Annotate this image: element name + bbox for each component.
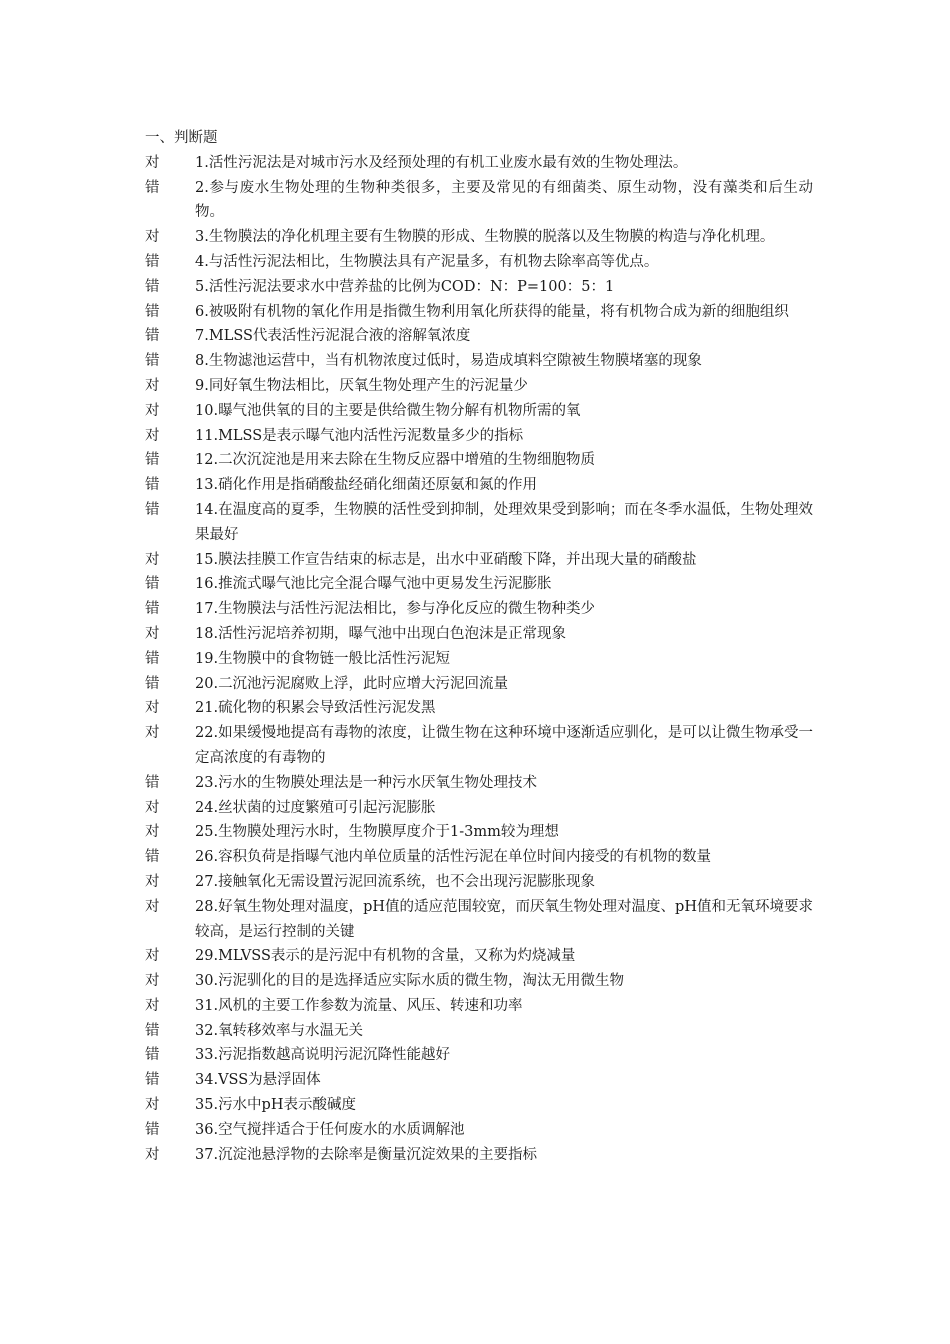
question-item [145,696,813,721]
question-item [145,424,813,449]
question-item [145,250,813,275]
question-text: 污泥指数越高说明污泥沉降性能越好 [218,1047,451,1064]
question-text: 氧转移效率与水温无关 [218,1022,364,1039]
question-item [145,1068,813,1093]
answer-verdict: 错 [145,253,160,270]
answer-verdict: 对 [145,551,160,568]
question-text: 生物膜处理污水时，生物膜厚度介于1-3mm较为理想 [218,824,559,841]
question-item [145,647,813,672]
answer-verdict: 对 [145,625,160,642]
question-item [145,176,813,226]
question-item [145,473,813,498]
question-text: 空气搅拌适合于任何废水的水质调解池 [218,1121,465,1138]
question-text: 活性污泥培养初期，曝气池中出现白色泡沫是正常现象 [218,625,567,642]
question-list [145,151,813,1168]
question-item [145,721,813,771]
question-text: 风机的主要工作参数为流量、风压、转速和功率 [218,997,523,1014]
answer-verdict: 错 [145,576,160,593]
question-item [145,845,813,870]
question-item [145,870,813,895]
answer-verdict: 错 [145,328,160,345]
answer-verdict: 对 [145,799,160,816]
question-item [145,399,813,424]
question-text: 硝化作用是指硝酸盐经硝化细菌还原氨和氮的作用 [218,477,538,494]
question-text: MLSS是表示曝气池内活性污泥数量多少的指标 [218,427,524,444]
question-number: 20. [195,675,219,692]
question-item [145,374,813,399]
question-number: 8. [195,353,209,370]
question-item [145,225,813,250]
question-text: 生物膜法与活性污泥法相比，参与净化反应的微生物种类少 [218,601,596,618]
question-number: 23. [195,774,219,791]
answer-verdict: 错 [145,849,160,866]
answer-verdict: 错 [145,477,160,494]
question-item [145,796,813,821]
question-number: 30. [195,973,219,990]
question-item [145,597,813,622]
question-number: 6. [195,303,209,320]
question-number: 32. [195,1022,219,1039]
question-text: 活性污泥法要求水中营养盐的比例为COD：N：P=100：5：1 [208,278,615,295]
answer-verdict: 对 [145,427,160,444]
answer-verdict: 错 [145,1022,160,1039]
answer-verdict: 错 [145,1072,160,1089]
question-text: 同好氧生物法相比，厌氧生物处理产生的污泥量少 [208,377,528,394]
question-number: 4. [195,253,209,270]
question-item [145,548,813,573]
question-number: 37. [195,1146,219,1163]
question-number: 19. [195,650,219,667]
question-item [145,1118,813,1143]
question-item [145,969,813,994]
question-text: 生物滤池运营中，当有机物浓度过低时，易造成填料空隙被生物膜堵塞的现象 [208,353,702,370]
question-item [145,275,813,300]
answer-verdict: 错 [145,601,160,618]
document-page [145,126,813,1167]
question-text: MLSS代表活性污泥混合液的溶解氧浓度 [208,328,471,345]
question-number: 27. [195,873,219,890]
answer-verdict: 对 [145,377,160,394]
answer-verdict: 对 [145,1146,160,1163]
question-text: 被吸附有机物的氧化作用是指微生物利用氧化所获得的能量，将有机物合成为新的细胞组织 [208,303,789,320]
answer-verdict: 错 [145,774,160,791]
question-item [145,622,813,647]
question-item [145,498,813,548]
answer-verdict: 对 [145,402,160,419]
question-number: 12. [195,452,219,469]
question-number: 10. [195,402,219,419]
answer-verdict: 错 [145,501,160,518]
question-number: 29. [195,948,219,965]
question-number: 24. [195,799,219,816]
question-number: 22. [195,725,219,742]
question-text: 二次沉淀池是用来去除在生物反应器中增殖的生物细胞物质 [218,452,596,469]
question-number: 36. [195,1121,219,1138]
question-text: 生物膜法的净化机理主要有生物膜的形成、生物膜的脱落以及生物膜的构造与净化机理。 [208,229,775,246]
question-text: MLVSS表示的是污泥中有机物的含量，又称为灼烧减量 [218,948,576,965]
question-number: 17. [195,601,219,618]
answer-verdict: 对 [145,948,160,965]
question-item [145,1143,813,1168]
question-number: 15. [195,551,219,568]
answer-verdict: 错 [145,278,160,295]
question-number: 5. [195,278,209,295]
question-text: 如果缓慢地提高有毒物的浓度，让微生物在这种环境中逐渐适应驯化，是可以让微生物承受一定高浓度的有毒物的 [195,725,813,766]
question-text: 硫化物的积累会导致活性污泥发黑 [218,700,436,717]
question-number: 31. [195,997,219,1014]
answer-verdict: 错 [145,1121,160,1138]
answer-verdict: 对 [145,700,160,717]
question-number: 1. [195,154,209,171]
answer-verdict: 错 [145,353,160,370]
answer-verdict: 对 [145,725,160,742]
question-number: 26. [195,849,219,866]
question-text: 与活性污泥法相比，生物膜法具有产泥量多，有机物去除率高等优点。 [208,253,659,270]
question-item [145,349,813,374]
question-number: 14. [195,501,219,518]
question-number: 13. [195,477,219,494]
question-text: 生物膜中的食物链一般比活性污泥短 [218,650,451,667]
question-number: 7. [195,328,209,345]
question-item [145,994,813,1019]
question-item [145,1093,813,1118]
question-item [145,672,813,697]
question-number: 18. [195,625,219,642]
question-number: 9. [195,377,209,394]
answer-verdict: 对 [145,973,160,990]
question-number: 35. [195,1097,219,1114]
question-text: 沉淀池悬浮物的去除率是衡量沉淀效果的主要指标 [218,1146,538,1163]
question-text: 二沉池污泥腐败上浮，此时应增大污泥回流量 [218,675,509,692]
section-title: 一、判断题 [145,130,218,146]
answer-verdict: 对 [145,154,160,171]
question-text: 好氧生物处理对温度，pH值的适应范围较宽，而厌氧生物处理对温度、pH值和无氧环境要求较高，是运行控制的关键 [195,898,813,940]
question-item [145,820,813,845]
question-text: 丝状菌的过度繁殖可引起污泥膨胀 [218,799,436,816]
question-number: 2. [195,179,209,196]
question-text: 参与废水生物处理的生物种类很多，主要及常见的有细菌类、原生动物，没有藻类和后生动物。 [195,179,813,221]
question-text: 活性污泥法是对城市污水及经预处理的有机工业废水最有效的生物处理法。 [208,154,688,171]
question-text: 推流式曝气池比完全混合曝气池中更易发生污泥膨胀 [218,576,552,593]
question-item [145,572,813,597]
question-item [145,895,813,945]
answer-verdict: 错 [145,675,160,692]
answer-verdict: 对 [145,824,160,841]
question-item [145,1043,813,1068]
question-item [145,300,813,325]
question-item [145,448,813,473]
question-item [145,324,813,349]
answer-verdict: 错 [145,179,160,196]
question-text: 容积负荷是指曝气池内单位质量的活性污泥在单位时间内接受的有机物的数量 [218,849,712,866]
answer-verdict: 错 [145,1047,160,1064]
question-text: 接触氧化无需设置污泥回流系统，也不会出现污泥膨胀现象 [218,873,596,890]
question-item [145,1019,813,1044]
question-text: 在温度高的夏季，生物膜的活性受到抑制，处理效果受到影响；而在冬季水温低，生物处理效果最好 [195,501,813,543]
question-number: 34. [195,1072,219,1089]
answer-verdict: 对 [145,873,160,890]
question-text: 曝气池供氧的目的主要是供给微生物分解有机物所需的氧 [218,402,581,419]
answer-verdict: 对 [145,229,160,246]
question-number: 16. [195,576,219,593]
question-text: 污泥驯化的目的是选择适应实际水质的微生物，淘汰无用微生物 [218,973,625,990]
answer-verdict: 错 [145,650,160,667]
question-number: 28. [195,898,219,915]
question-number: 25. [195,824,219,841]
question-number: 3. [195,229,209,246]
question-text: 污水中pH表示酸碱度 [218,1097,356,1114]
answer-verdict: 错 [145,452,160,469]
answer-verdict: 对 [145,997,160,1014]
question-item [145,944,813,969]
question-item [145,151,813,176]
question-text: VSS为悬浮固体 [218,1072,321,1089]
question-number: 11. [195,427,219,444]
answer-verdict: 对 [145,898,160,915]
question-number: 33. [195,1047,219,1064]
answer-verdict: 错 [145,303,160,320]
question-text: 膜法挂膜工作宣告结束的标志是，出水中亚硝酸下降，并出现大量的硝酸盐 [218,551,697,568]
question-text: 污水的生物膜处理法是一种污水厌氧生物处理技术 [218,774,538,791]
question-number: 21. [195,700,219,717]
question-item [145,771,813,796]
answer-verdict: 对 [145,1097,160,1114]
